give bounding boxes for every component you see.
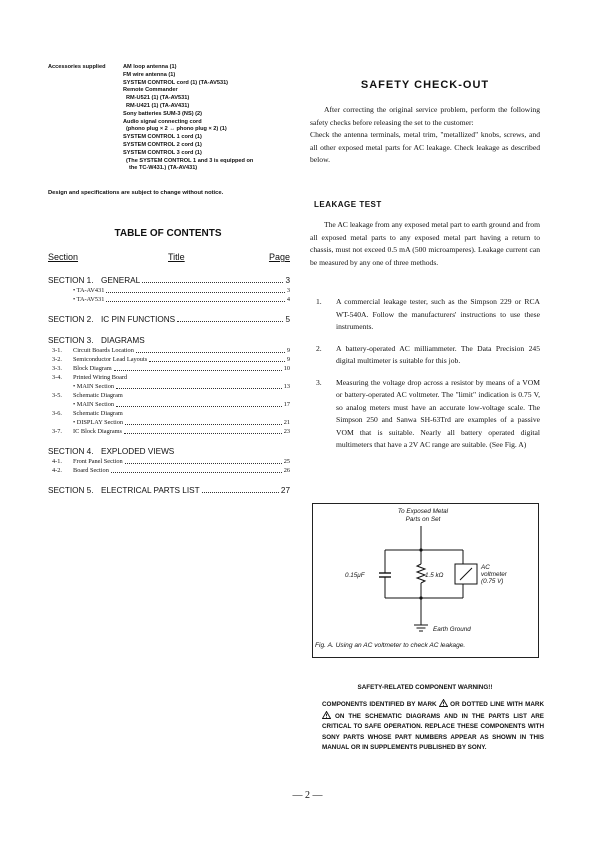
toc-entry-title: • MAIN Section [73, 401, 115, 408]
toc-leader-dots [125, 463, 282, 464]
toc-entry-page: 9 [286, 347, 290, 354]
toc-entry-title: • MAIN Section [73, 383, 115, 390]
toc-entry-number: 3-5. [52, 392, 62, 399]
toc-entry-number: 3-4. [52, 374, 62, 381]
methods-list [310, 296, 540, 461]
accessory-item: RM-U421 (1) (TA-AV431) [126, 102, 190, 109]
accessory-item: the TC-W431.) (TA-AV431) [129, 165, 198, 172]
meter-label-1: AC [481, 564, 490, 571]
accessory-item: SYSTEM CONTROL cord (1) (TA-AV531) [123, 79, 229, 86]
meter-label-3: (0.75 V) [481, 578, 504, 585]
toc-entry [48, 467, 290, 476]
toc-entry-page: 13 [283, 383, 290, 390]
method-number: 3. [316, 377, 322, 387]
toc-leader-dots [114, 370, 282, 371]
accessory-item: (phono plug × 2 ↔ phono plug × 2) (1) [126, 126, 227, 133]
toc-header [48, 252, 290, 264]
toc-title: TABLE OF CONTENTS [114, 228, 222, 239]
toc-leader-dots [116, 406, 282, 407]
toc-leader-dots [125, 424, 282, 425]
toc-entry-number: 3-1. [52, 347, 62, 354]
leakage-body [310, 219, 540, 269]
toc-leader-dots [124, 433, 282, 434]
toc-entry-title: Circuit Boards Location [73, 347, 134, 354]
method-number: 1. [316, 297, 322, 306]
toc-leader-dots [202, 492, 279, 493]
toc-entry-page: 9 [286, 356, 290, 363]
toc-entry-page: 27 [280, 486, 290, 495]
toc-entry-title: • DISPLAY Section [73, 419, 124, 426]
accessory-item: SYSTEM CONTROL 2 cord (1) [123, 141, 202, 148]
toc-leader-dots [149, 361, 285, 362]
method-number: 2. [316, 343, 322, 353]
toc-entry-page: 3 [285, 276, 290, 285]
toc-entry [48, 419, 290, 428]
figure-label-line-2: Parts on Set [405, 515, 441, 523]
figure-caption: Fig. A. Using an AC voltmeter to check AC leakage. [315, 642, 466, 649]
toc-entry [48, 315, 290, 326]
toc-header-title: Title [168, 252, 185, 262]
figure-label-line-1: To Exposed Metal [397, 508, 449, 515]
toc-entry [48, 296, 290, 305]
toc-entry-number: SECTION 5. [48, 486, 94, 495]
toc-entry-title: Semiconductor Lead Layouts [73, 356, 148, 363]
leakage-text: The AC leakage from any exposed metal part to earth ground and from all exposed metal parts to any exposed metal part having a return to chassis, must not exceed 0.5 mA (500 microamperes). Leakage current can be measured by any one of three methods. [310, 220, 540, 267]
accessory-item: Remote Commander [123, 87, 178, 94]
toc-entry-title: GENERAL [101, 276, 141, 285]
toc-entry [48, 410, 290, 419]
warning-triangle-icon [322, 711, 331, 719]
toc-entry [48, 401, 290, 410]
toc-entry-title: Block Diagram [73, 365, 112, 372]
warning-title: SAFETY-RELATED COMPONENT WARNING!! [357, 684, 493, 691]
toc-entry [48, 392, 290, 401]
toc-entry-number: 3-7. [52, 428, 62, 435]
toc-leader-dots [116, 388, 282, 389]
safety-intro: After correcting the original service problem, perform the following safety checks before releasing the set to the customer: [310, 105, 540, 127]
safety-check: Check the antenna terminals, metal trim, "metallized" knobs, screws, and all other exposed metal parts for AC leakage. Check leakage as described below. [310, 130, 540, 164]
toc-entry [48, 276, 290, 287]
toc-entry [48, 356, 290, 365]
figure-label-exposed-metal [343, 508, 503, 523]
accessories-label: Accessories supplied [48, 64, 106, 70]
capacitor-label: 0.15μF [345, 572, 365, 579]
toc-entry-page: 26 [283, 467, 290, 474]
safety-body [310, 104, 540, 167]
earth-ground-label: Earth Ground [433, 626, 471, 633]
toc-entry [48, 447, 290, 458]
toc-entry [48, 336, 290, 347]
toc-entry-number: SECTION 1. [48, 276, 94, 285]
toc-leader-dots [136, 352, 285, 353]
toc-entry-page: 5 [285, 315, 290, 324]
safety-title: SAFETY CHECK-OUT [360, 79, 490, 91]
toc-entry [48, 287, 290, 296]
toc-entry-title: EXPLODED VIEWS [101, 447, 175, 456]
meter-label-2: voltmeter [481, 571, 507, 578]
toc-entry-title: • TA-AV531 [73, 296, 105, 303]
accessory-item: RM-U521 (1) (TA-AV531) [126, 95, 190, 102]
toc-leader-dots [142, 282, 283, 283]
toc-entry-title: Printed Wiring Board [73, 374, 128, 381]
accessory-item: Audio signal connecting cord [123, 118, 202, 125]
toc-leader-dots [177, 321, 283, 322]
toc-entry-title: IC Block Diagrams [73, 428, 122, 435]
accessory-item: AM loop antenna (1) [123, 64, 177, 70]
toc-entry-title: Schematic Diagram [73, 392, 123, 399]
warning-body [322, 699, 544, 754]
method-item [310, 343, 540, 368]
toc-entry-number: SECTION 4. [48, 447, 94, 456]
accessory-item: SYSTEM CONTROL 3 cord (1) [123, 149, 202, 156]
toc-entry [48, 383, 290, 392]
toc-entry-title: Schematic Diagram [73, 410, 123, 417]
accessory-item: FM wire antenna (1) [123, 71, 176, 78]
warning-part-3: ON THE SCHEMATIC DIAGRAMS AND IN THE PARTS LIST ARE CRITICAL TO SAFE OPERATION. REPLACE THESE COMPONENTS WITH SONY PARTS WHOSE PART NUMBERS APPEAR AS SHOWN IN THIS MANUAL OR IN SUPPLEMENTS PUBLISHED BY SONY. [322, 712, 544, 752]
warning-triangle-icon [439, 699, 448, 707]
page-number: — 2 — [292, 790, 323, 801]
method-text: Measuring the voltage drop across a resistor by means of a VOM or battery-operated AC voltmeter. The "limit" indication is 0.75 V, so analog meters must have an accurate low-voltage scale. The Simpson 250 and Sanwa SH-63Trd are examples of a passive VOM that is suitable. Nearly all battery operated digital multimeters that have a 2V AC range are suitable. (See Fig. A) [336, 377, 540, 449]
toc-entry-page: 10 [283, 365, 290, 372]
toc-entry-number: 3-3. [52, 365, 62, 372]
toc-entry-page: 17 [283, 401, 290, 408]
method-item [310, 296, 540, 334]
toc-entry [48, 347, 290, 356]
disclaimer: Design and specifications are subject to change without notice. [48, 190, 224, 196]
toc-entry [48, 374, 290, 383]
toc-leader-dots [106, 301, 285, 302]
toc-leader-dots [106, 292, 285, 293]
toc-entry-title: Front Panel Section [73, 458, 123, 465]
toc-entry-number: 3-6. [52, 410, 62, 417]
toc-entry-page: 3 [286, 287, 290, 294]
toc-entry [48, 365, 290, 374]
toc-entry-number: 4-2. [52, 467, 62, 474]
accessories-list [123, 64, 303, 173]
toc-entry-title: ELECTRICAL PARTS LIST [101, 486, 200, 495]
toc-entry-title: Board Section [73, 467, 109, 474]
toc-entry-page: 21 [283, 419, 290, 426]
toc-leader-dots [111, 472, 282, 473]
toc-entry [48, 486, 290, 497]
toc-entry [48, 428, 290, 437]
toc-entry-number: SECTION 2. [48, 315, 94, 324]
meter-label [481, 564, 507, 585]
resistor-label: 1.5 kΩ [425, 572, 444, 579]
toc-entry-title: DIAGRAMS [101, 336, 145, 345]
toc-entry-number: 4-1. [52, 458, 62, 465]
toc-entry-title: IC PIN FUNCTIONS [101, 315, 176, 324]
warning-part-2: OR DOTTED LINE WITH MARK [450, 701, 545, 708]
toc-entry [48, 458, 290, 467]
warning-part-1: COMPONENTS IDENTIFIED BY MARK [322, 701, 437, 708]
toc-header-section: Section [48, 252, 79, 262]
toc-entry-title: • TA-AV431 [73, 287, 105, 294]
figure-a [312, 503, 539, 658]
method-text: A commercial leakage tester, such as the Simpson 229 or RCA WT-540A. Follow the manufacturers' instructions to use these instruments. [336, 297, 540, 331]
toc-entry-page: 4 [286, 296, 290, 303]
method-item [310, 377, 540, 452]
method-text: A battery-operated AC milliammeter. The Data Precision 245 digital multimeter is suitable for this job. [336, 343, 540, 365]
toc-entry-number: SECTION 3. [48, 336, 94, 345]
leakage-title: LEAKAGE TEST [314, 200, 382, 209]
toc-list [48, 276, 290, 497]
accessory-item: Sony batteries SUM-3 (NS) (2) [123, 110, 202, 117]
accessory-item: SYSTEM CONTROL 1 cord (1) [123, 134, 202, 141]
toc-entry-number: 3-2. [52, 356, 62, 363]
toc-entry-page: 23 [283, 428, 290, 435]
accessory-item: (The SYSTEM CONTROL 1 and 3 is equipped on [126, 157, 254, 164]
toc-header-page: Page [268, 252, 290, 262]
toc-entry-page: 25 [283, 458, 290, 465]
